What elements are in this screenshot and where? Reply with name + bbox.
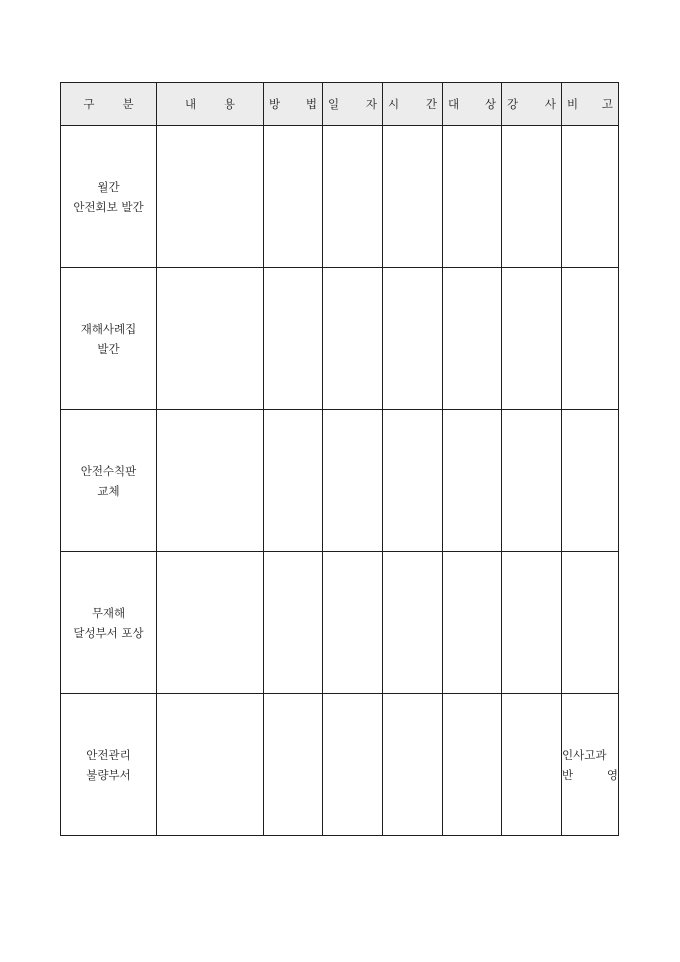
content-cell[interactable] [157, 552, 264, 694]
instructor-cell[interactable] [502, 694, 562, 836]
header-remarks: 비 고 [562, 83, 619, 126]
content-cell[interactable] [157, 694, 264, 836]
target-cell[interactable] [443, 126, 502, 268]
remarks-cell[interactable] [562, 694, 619, 836]
remarks-cell[interactable] [562, 552, 619, 694]
datetime-cell[interactable] [323, 410, 383, 552]
content-cell[interactable] [157, 410, 264, 552]
category-cell: 재해사례집 발간 [61, 268, 157, 410]
time-cell[interactable] [383, 410, 443, 552]
time-cell[interactable] [383, 268, 443, 410]
time-cell[interactable] [383, 126, 443, 268]
header-method: 방 법 [264, 83, 323, 126]
header-time: 시 간 [383, 83, 443, 126]
remarks-cell[interactable] [562, 126, 619, 268]
target-cell[interactable] [443, 268, 502, 410]
table-row [61, 126, 619, 268]
category-cell: 안전수칙판 교체 [61, 410, 157, 552]
table-row [61, 694, 619, 836]
instructor-cell[interactable] [502, 552, 562, 694]
datetime-cell[interactable] [323, 552, 383, 694]
target-cell[interactable] [443, 694, 502, 836]
target-cell[interactable] [443, 552, 502, 694]
header-datetime: 일 자 [323, 83, 383, 126]
header-content: 내 용 [157, 83, 264, 126]
datetime-cell[interactable] [323, 268, 383, 410]
header-target: 대 상 [443, 83, 502, 126]
remarks-note-line1: 인사고과 [562, 747, 607, 762]
remarks-note-line2: 반 영 [562, 767, 618, 782]
category-cell: 무재해 달성부서 포상 [61, 552, 157, 694]
header-instructor: 강 사 [502, 83, 562, 126]
datetime-cell[interactable] [323, 694, 383, 836]
category-cell: 월간 안전회보 발간 [61, 126, 157, 268]
header-category: 구 분 [61, 83, 157, 126]
training-plan-sheet [60, 82, 618, 836]
method-cell[interactable] [264, 268, 323, 410]
remarks-cell[interactable] [562, 410, 619, 552]
table-row [61, 552, 619, 694]
instructor-cell[interactable] [502, 410, 562, 552]
method-cell[interactable] [264, 126, 323, 268]
table-row [61, 268, 619, 410]
time-cell[interactable] [383, 694, 443, 836]
method-cell[interactable] [264, 410, 323, 552]
safety-activity-table [60, 82, 619, 836]
time-cell[interactable] [383, 552, 443, 694]
target-cell[interactable] [443, 410, 502, 552]
content-cell[interactable] [157, 126, 264, 268]
instructor-cell[interactable] [502, 268, 562, 410]
datetime-cell[interactable] [323, 126, 383, 268]
category-cell: 안전관리 불량부서 [61, 694, 157, 836]
content-cell[interactable] [157, 268, 264, 410]
method-cell[interactable] [264, 694, 323, 836]
method-cell[interactable] [264, 552, 323, 694]
instructor-cell[interactable] [502, 126, 562, 268]
table-row [61, 410, 619, 552]
header-row [61, 83, 619, 126]
remarks-cell[interactable] [562, 268, 619, 410]
